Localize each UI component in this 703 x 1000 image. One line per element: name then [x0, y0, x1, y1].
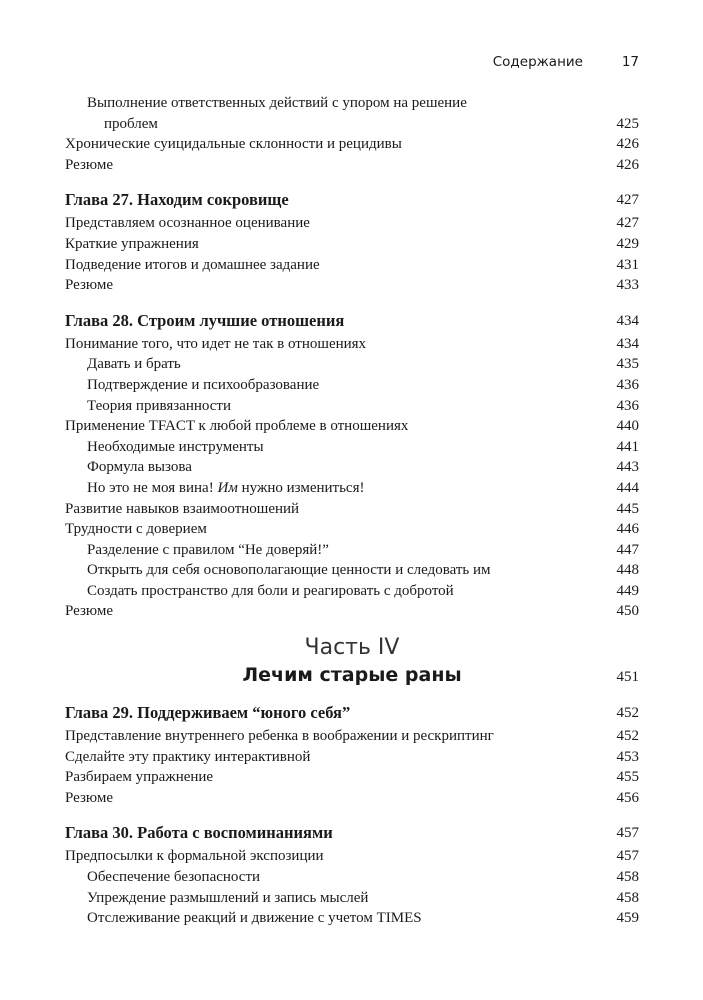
toc-subentry — [65, 908, 639, 929]
page-ref: 436 — [616, 397, 639, 414]
toc-subentry — [65, 396, 639, 417]
entry-title: Формула вызова — [87, 459, 192, 476]
entry-title: Создать пространство для боли и реагировать с добротой — [87, 582, 454, 599]
toc-entry — [65, 213, 639, 234]
page-ref: 447 — [616, 541, 639, 558]
toc-entry — [65, 846, 639, 867]
toc-entry — [65, 499, 639, 520]
part-title: Лечим старые раны — [242, 664, 462, 687]
toc-subentry — [65, 478, 639, 499]
toc-subentry — [65, 354, 639, 375]
page-ref: 440 — [616, 418, 639, 435]
toc-subentry — [65, 457, 639, 478]
entry-title: Необходимые инструменты — [87, 438, 264, 455]
entry-title: Разделение с правилом “Не доверяй!” — [87, 541, 329, 558]
toc-subentry — [65, 560, 639, 581]
toc-entry — [65, 155, 639, 176]
table-of-contents — [65, 93, 639, 929]
page-ref: 457 — [616, 825, 639, 842]
entry-title: Подтверждение и психообразование — [87, 376, 320, 393]
chapter-heading — [65, 310, 639, 332]
page-ref: 452 — [616, 728, 639, 745]
toc-entry — [65, 788, 639, 809]
entry-emphasis: Им — [217, 479, 238, 496]
running-title: Содержание — [492, 54, 583, 70]
part-number: Часть IV — [304, 635, 400, 661]
entry-title: Резюме — [65, 603, 114, 620]
entry-text: Но это не моя вина! — [87, 479, 218, 496]
page-ref: 453 — [616, 748, 639, 765]
toc-entry — [65, 767, 639, 788]
page-ref: 459 — [616, 910, 639, 927]
toc-entry — [65, 601, 639, 622]
page-ref: 434 — [616, 335, 639, 352]
toc-subentry — [65, 375, 639, 396]
page-ref: 457 — [616, 848, 639, 865]
toc-subentry — [65, 888, 639, 909]
page-ref: 458 — [616, 889, 639, 906]
page-ref: 449 — [616, 582, 639, 599]
entry-title: Хронические суицидальные склонности и рецидивы — [65, 136, 402, 153]
chapter-heading — [65, 822, 639, 844]
entry-title: Давать и брать — [87, 356, 181, 373]
entry-title: Глава 30. Работа с воспоминаниями — [65, 823, 333, 843]
entry-title: Представление внутреннего ребенка в воображении и рескриптинг — [65, 728, 494, 745]
page-ref: 436 — [616, 376, 639, 393]
entry-title: Подведение итогов и домашнее задание — [65, 256, 320, 273]
entry-title: Резюме — [65, 789, 114, 806]
entry-title: Понимание того, что идет не так в отношениях — [65, 335, 367, 352]
page-ref: 435 — [616, 356, 639, 373]
page-ref: 429 — [616, 235, 639, 252]
page-ref: 426 — [616, 156, 639, 173]
entry-title: Представляем осознанное оценивание — [65, 215, 310, 232]
toc-entry — [65, 275, 639, 296]
page-ref: 426 — [616, 136, 639, 153]
toc-entry — [65, 334, 639, 355]
page-ref: 443 — [616, 459, 639, 476]
running-header — [65, 54, 639, 74]
page-ref: 434 — [616, 312, 639, 329]
entry-title: Сделайте эту практику интерактивной — [65, 748, 311, 765]
entry-title: Разбираем упражнение — [65, 769, 214, 786]
entry-title-continued: проблем — [104, 115, 158, 132]
entry-title: Обеспечение безопасности — [87, 869, 261, 886]
entry-title: Резюме — [65, 156, 114, 173]
entry-title: Выполнение ответственных действий с упором на решение — [87, 95, 467, 111]
toc-entry — [65, 519, 639, 540]
page-ref: 450 — [616, 603, 639, 620]
entry-title: Теория привязанности — [87, 397, 232, 414]
entry-title: Краткие упражнения — [65, 235, 199, 252]
page-ref: 455 — [616, 769, 639, 786]
entry-title: Открыть для себя основополагающие ценности и следовать им — [87, 562, 491, 579]
chapter-heading — [65, 189, 639, 211]
entry-title: Упреждение размышлений и запись мыслей — [87, 889, 369, 906]
entry-title: Глава 29. Поддерживаем “юного себя” — [65, 703, 351, 723]
page-ref: 427 — [616, 192, 639, 209]
page-ref: 444 — [616, 479, 639, 496]
chapter-heading — [65, 702, 639, 724]
toc-entry — [65, 255, 639, 276]
part-heading — [65, 634, 639, 688]
toc-entry — [65, 747, 639, 768]
page-ref: 431 — [616, 256, 639, 273]
page-ref: 433 — [616, 277, 639, 294]
entry-text: нужно измениться! — [237, 479, 365, 496]
entry-title: Резюме — [65, 277, 114, 294]
page-number: 17 — [621, 54, 639, 70]
entry-title: Развитие навыков взаимоотношений — [65, 500, 300, 517]
toc-entry — [65, 93, 639, 134]
entry-title: Глава 28. Строим лучшие отношения — [65, 310, 345, 330]
page-ref: 456 — [616, 789, 639, 806]
toc-entry — [65, 416, 639, 437]
page-ref: 445 — [616, 500, 639, 517]
entry-title: Отслеживание реакций и движение с учетом TIMES — [87, 910, 422, 927]
toc-subentry — [65, 867, 639, 888]
toc-entry — [65, 134, 639, 155]
page-ref: 425 — [616, 115, 639, 132]
toc-subentry — [65, 540, 639, 561]
page-ref: 448 — [616, 562, 639, 579]
entry-title — [87, 480, 365, 496]
entry-title: Предпосылки к формальной экспозиции — [65, 848, 324, 865]
toc-subentry — [65, 581, 639, 602]
page-ref: 446 — [616, 521, 639, 538]
page-ref: 452 — [616, 705, 639, 722]
page-ref: 458 — [616, 869, 639, 886]
entry-title: Глава 27. Находим сокровище — [65, 190, 289, 210]
page-ref: 451 — [616, 669, 639, 686]
page-ref: 441 — [616, 438, 639, 455]
entry-title: Применение TFACT к любой проблеме в отношениях — [65, 418, 409, 435]
toc-entry — [65, 234, 639, 255]
page-ref: 427 — [616, 215, 639, 232]
toc-subentry — [65, 437, 639, 458]
toc-entry — [65, 726, 639, 747]
entry-title: Трудности с доверием — [65, 521, 207, 538]
